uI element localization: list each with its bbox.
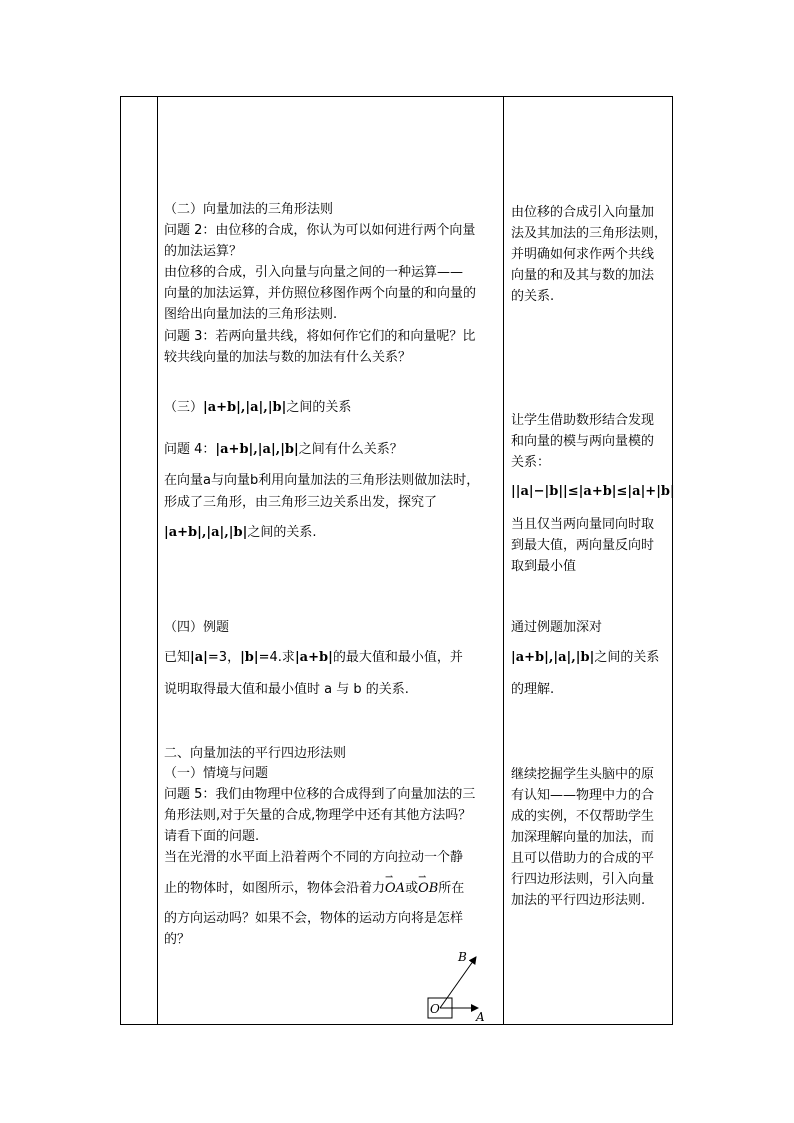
question-4: 问题 4：|a+b|,|a|,|b|之间有什么关系？: [164, 442, 403, 457]
question-3-line1: 问题 3：若两向量共线，将如何作它们的和向量呢？比: [164, 329, 476, 344]
table-divider-1: [157, 97, 158, 1024]
question-3-line2: 较共线向量的加法与数的加法有什么关系？: [164, 350, 412, 365]
note-4-line3: 关系：: [511, 455, 551, 470]
note-3-line2: 法及其加法的三角形法则，: [511, 226, 668, 241]
situation-subheading: （一）情境与问题: [164, 766, 269, 781]
note-5-line2: |a+b|,|a|,|b|之间的关系: [511, 650, 660, 665]
note-4-line1: 让学生借助数形结合发现: [511, 413, 655, 428]
question-2-line1: 问题 2：由位移的合成，你认为可以如何进行两个向量: [164, 223, 476, 238]
note-6-line2: 有认知——物理中力的合: [511, 788, 655, 803]
scene-line1: 当在光滑的水平面上沿着两个不同的方向拉动一个静: [164, 850, 464, 865]
note-4b-line2: 到最大值，两向量反向时: [511, 538, 655, 553]
intro-line1: 由位移的合成，引入向量与向量之间的一种运算——: [164, 265, 464, 280]
example-line1: 已知|a|=3，|b|=4.求|a+b|的最大值和最小值，并: [164, 650, 463, 665]
scene-line3: 的方向运动吗？如果不会，物体的运动方向将是怎样: [164, 911, 464, 926]
note-6-line4: 加深理解向量的加法，而: [511, 830, 655, 845]
parallelogram-heading: 二、向量加法的平行四边形法则: [164, 746, 347, 761]
note-5-line3: 的理解.: [511, 682, 555, 697]
note-4b-line1: 当且仅当两向量同向时取: [511, 517, 655, 532]
example-line2: 说明取得最大值和最小值时 a 与 b 的关系.: [164, 682, 409, 697]
relation-body-line1: 在向量a与向量b利用向量加法的三角形法则做加法时，: [164, 473, 480, 488]
note-6-line7: 加法的平行四边形法则.: [511, 893, 646, 908]
question-2-line2: 的加法运算？: [164, 244, 243, 259]
scene-line4: 的？: [164, 932, 191, 947]
question-5-line1: 问题 5：我们由物理中位移的合成得到了向量加法的三: [164, 787, 476, 802]
relation-body-line2: 形成了三角形，由三角形三边关系出发，探究了: [164, 495, 438, 510]
note-5-line1: 通过例题加深对: [511, 620, 603, 635]
label-o: O: [430, 1002, 440, 1016]
vector-ob: ⇀ OB: [418, 879, 438, 899]
section-relation-heading: （三）|a+b|,|a|,|b|之间的关系: [164, 400, 352, 415]
question-5-line2: 角形法则,对于矢量的合成,物理学中还有其他方法吗？: [164, 808, 472, 823]
scene-line2: 止的物体时，如图所示，物体会沿着力⇀ OA或⇀ OB所在: [164, 879, 464, 899]
label-a: A: [476, 1010, 485, 1024]
force-ob-arrow: [440, 957, 476, 1008]
table-divider-2: [503, 97, 504, 1024]
note-3-line3: 并明确如何求作两个共线: [511, 247, 655, 262]
example-heading: （四）例题: [164, 620, 230, 635]
intro-line3: 图给出向量加法的三角形法则.: [164, 307, 338, 322]
note-3-line1: 由位移的合成引入向量加: [511, 205, 655, 220]
math-abs-sum: |a+b|,|a|,|b|: [203, 400, 287, 415]
force-diagram: [420, 945, 500, 1025]
note-4b-line3: 取到最小值: [511, 559, 577, 574]
section-triangle-heading: （二）向量加法的三角形法则: [164, 202, 334, 217]
vector-oa: ⇀ OA: [385, 879, 405, 899]
relation-body-line3: |a+b|,|a|,|b|之间的关系.: [164, 525, 317, 540]
question-5-line3: 请看下面的问题.: [164, 829, 260, 844]
note-6-line5: 且可以借助力的合成的平: [511, 851, 655, 866]
note-4-line2: 和向量的模与两向量模的: [511, 434, 655, 449]
note-6-line1: 继续挖掘学生头脑中的原: [511, 767, 655, 782]
note-6-line3: 成的实例，不仅帮助学生: [511, 809, 655, 824]
note-3-line4: 向量的和及其与数的加法: [511, 268, 655, 283]
label-b: B: [458, 950, 467, 964]
note-6-line6: 行四边形法则，引入向量: [511, 872, 655, 887]
intro-line2: 向量的加法运算，并仿照位移图作两个向量的和向量的: [164, 286, 477, 301]
note-3-line5: 的关系.: [511, 289, 555, 304]
inequality: ||a|−|b||≤|a+b|≤|a|+|b|: [511, 484, 675, 499]
